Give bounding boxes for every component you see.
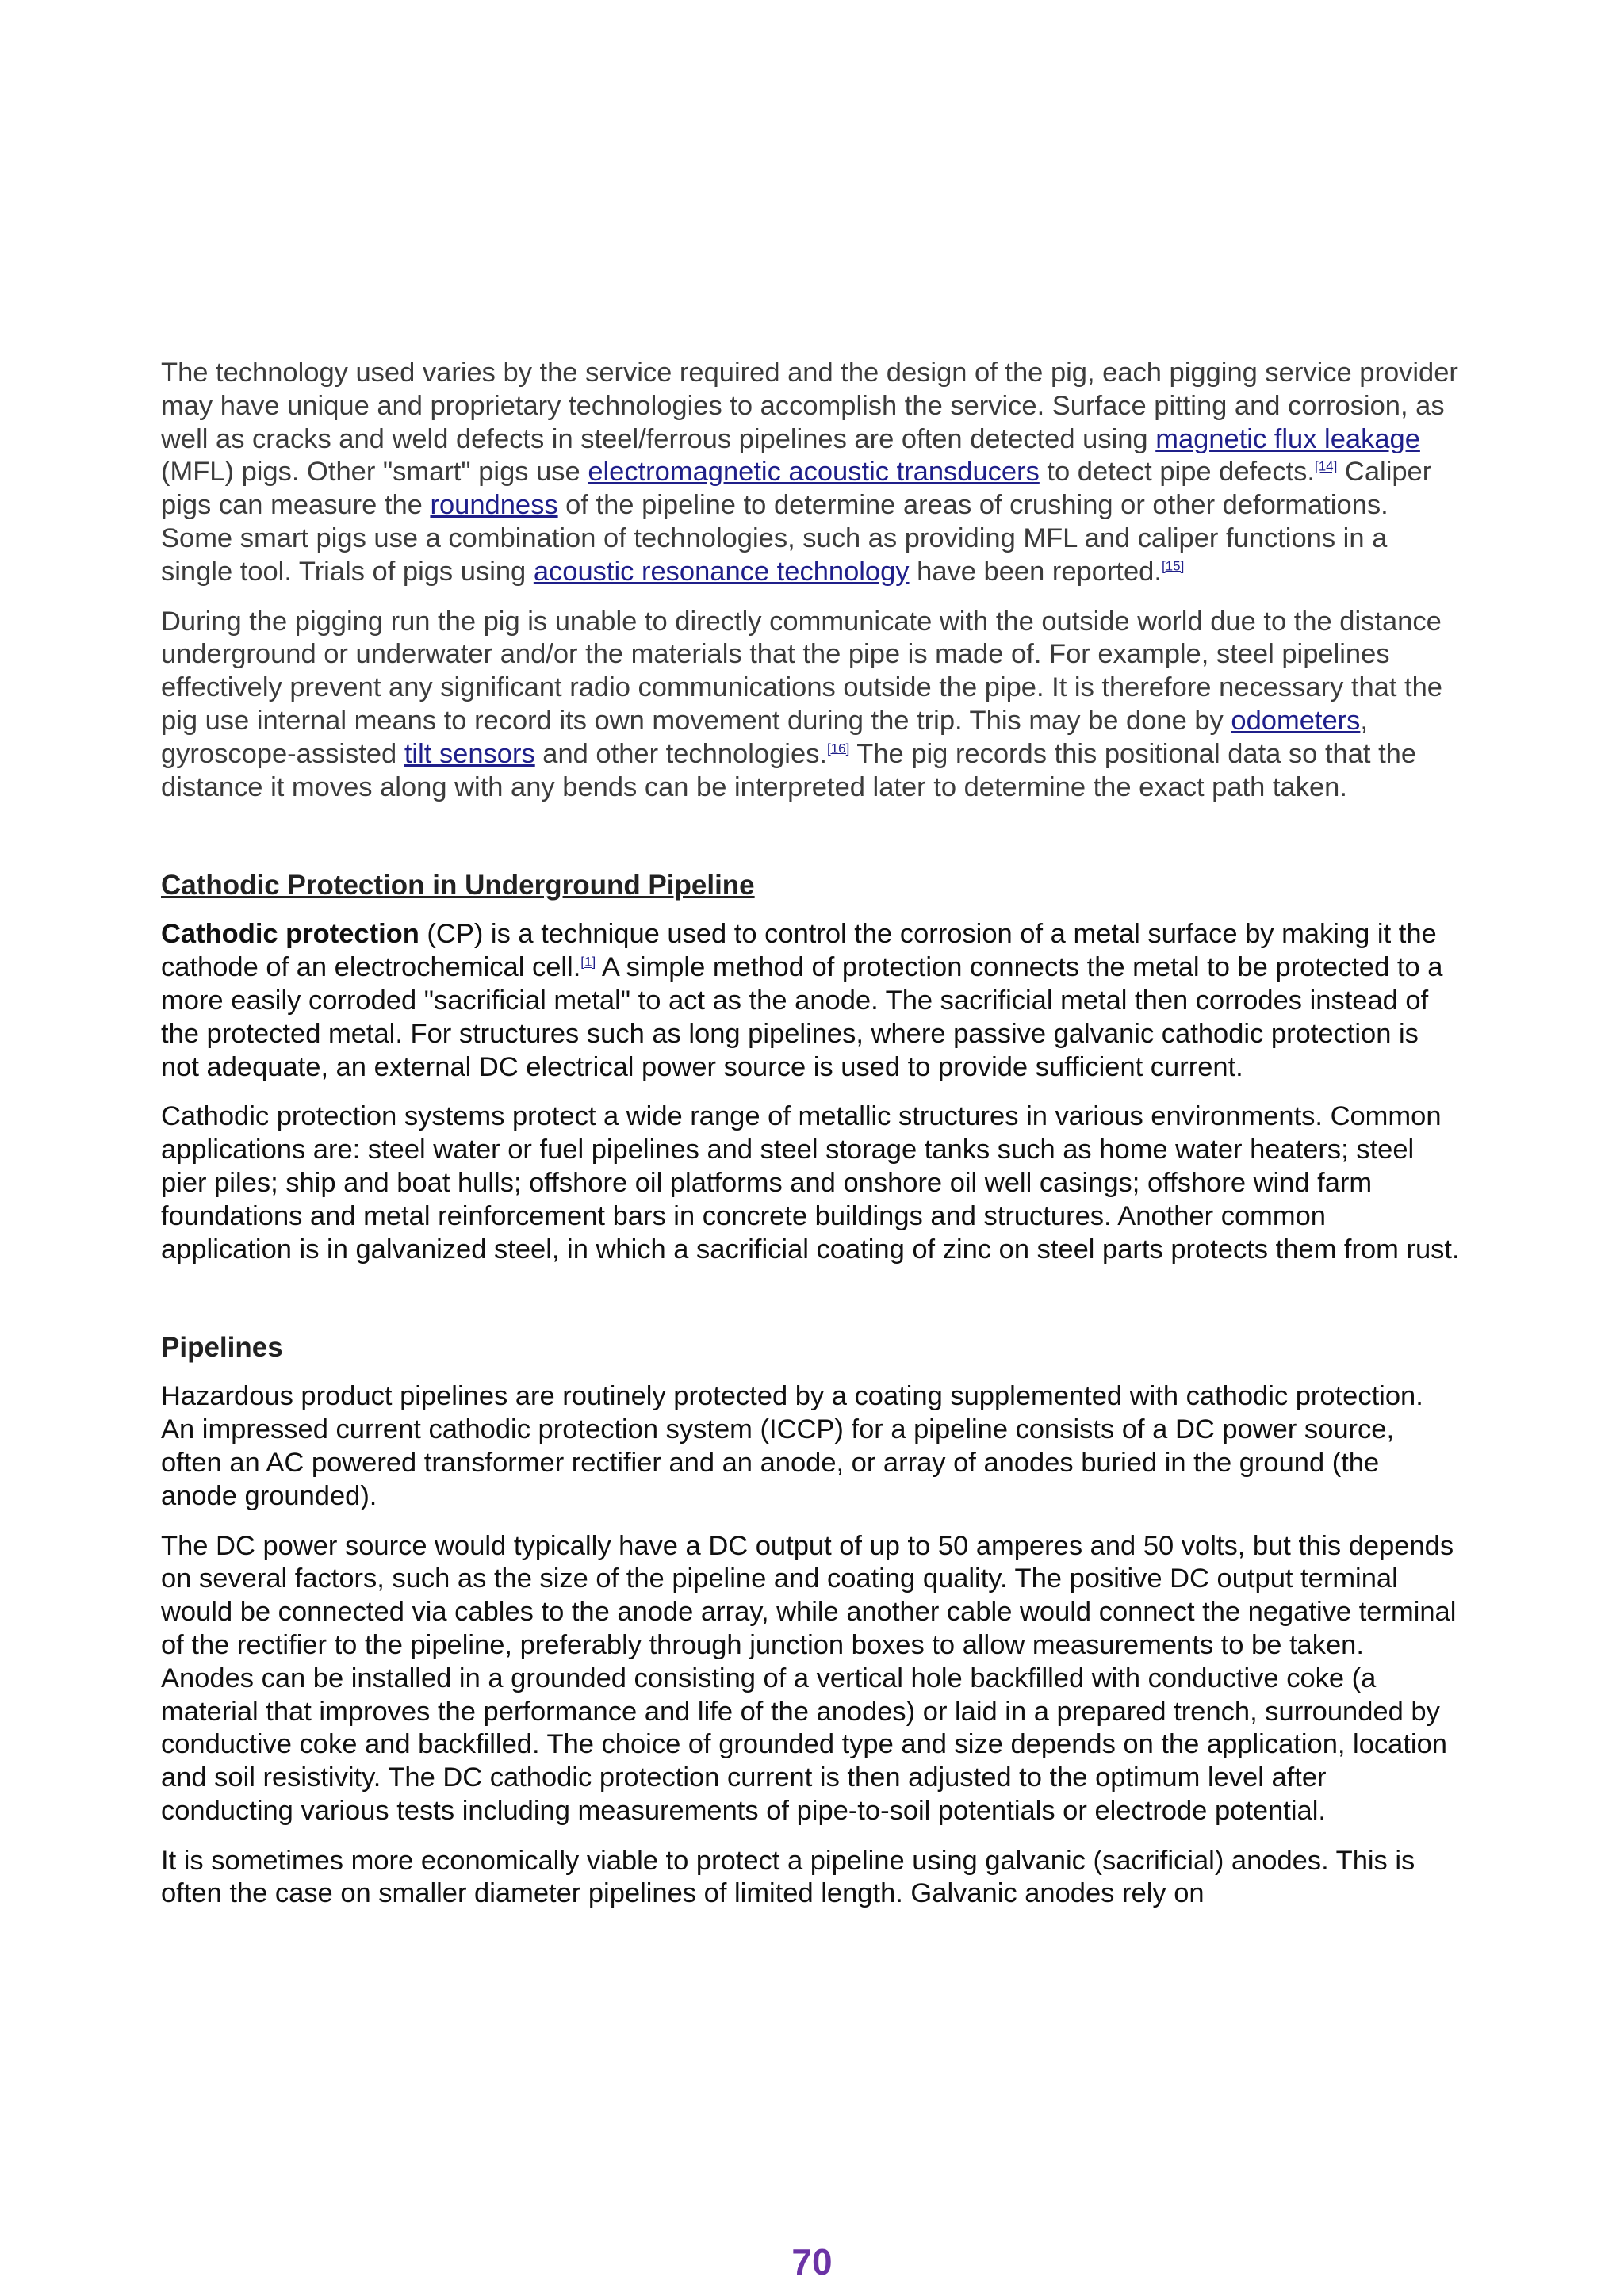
link-acoustic-resonance-technology[interactable]: acoustic resonance technology	[533, 556, 910, 587]
link-magnetic-flux-leakage[interactable]: magnetic flux leakage	[1155, 423, 1420, 454]
text-run: (MFL) pigs. Other "smart" pigs use	[161, 457, 588, 488]
page-content	[161, 357, 1461, 1911]
reference-15	[1162, 558, 1184, 573]
bold-term: Cathodic protection	[161, 919, 419, 950]
text-run: The pig records this positional data so that the distance it moves along with any bends can be interpreted later to determine the exact path taken.	[161, 738, 1417, 802]
heading-cathodic-protection-underground: Cathodic Protection in Underground Pipeline	[161, 870, 755, 901]
reference-16	[827, 740, 849, 756]
reference-1	[580, 955, 596, 970]
link-odometers[interactable]: odometers	[1231, 705, 1361, 736]
text-run: Caliper pigs can measure the	[161, 457, 1432, 521]
paragraph-cathodic-protection-definition	[161, 918, 1461, 1084]
text-run: and other technologies.	[534, 738, 827, 769]
reference-link-14[interactable]: [14]	[1314, 458, 1338, 474]
text-run: During the pigging run the pig is unable to directly communicate with the outside world due to the distance underground or underwater and/or the materials that the pipe is made of. For example, steel pipelines effectively prevent any significant radio communications outside the pipe. It is therefore necessary that the pig use internal means to record its own movement during the trip. This may be done by	[161, 606, 1442, 736]
paragraph-pigging-run	[161, 606, 1461, 805]
text-run: The technology used varies by the service required and the design of the pig, each pigging service provider may have unique and proprietary technologies to accomplish the service. Surface pitting and corrosion, as well as cracks and weld defects in steel/ferrous pipelines are often detected using	[161, 358, 1458, 454]
paragraph-pig-technology	[161, 357, 1461, 589]
paragraph-hazardous-pipelines: Hazardous product pipelines are routinely protected by a coating supplemented with cathodic protection. An impressed current cathodic protection system (ICCP) for a pipeline consists of a DC power source, often an AC powered transformer rectifier and an anode, or array of anodes buried in the ground (the anode grounded).	[161, 1381, 1423, 1511]
reference-link-15[interactable]: [15]	[1161, 558, 1185, 574]
link-electromagnetic-acoustic-transducers[interactable]: electromagnetic acoustic transducers	[588, 457, 1040, 488]
text-run: A simple method of protection connects the metal to be protected to a more easily corroded "sacrificial metal" to act as the anode. The sacrificial metal then corrodes instead of the protected metal. For structures such as long pipelines, where passive galvanic cathodic protection is not adequate, an external DC electrical power source is used to provide sufficient current.	[161, 952, 1443, 1082]
text-run: have been reported.	[909, 556, 1162, 587]
reference-link-1[interactable]: [1]	[580, 954, 596, 970]
heading-pipelines: Pipelines	[161, 1332, 283, 1364]
paragraph-cp-applications: Cathodic protection systems protect a wide range of metallic structures in various environments. Common applications are: steel water or fuel pipelines and steel storage tanks such as home water heaters; steel pier piles; ship and boat hulls; offshore oil platforms and onshore oil well casings; offshore wind farm foundations and metal reinforcement bars in concrete buildings and structures. Another common application is in galvanized steel, in which a sacrificial coating of zinc on steel parts protects them from rust.	[161, 1101, 1460, 1265]
link-tilt-sensors[interactable]: tilt sensors	[404, 738, 535, 769]
paragraph-galvanic-anodes: It is sometimes more economically viable to protect a pipeline using galvanic (sacrificial) anodes. This is often the case on smaller diameter pipelines of limited length. Galvanic anodes rely on	[161, 1845, 1415, 1909]
page-number: 70	[791, 2241, 833, 2283]
link-roundness[interactable]: roundness	[430, 490, 558, 521]
text-run: , gyroscope-assisted	[161, 705, 1368, 769]
reference-14	[1315, 459, 1337, 474]
reference-link-16[interactable]: [16]	[826, 740, 850, 756]
text-run: of the pipeline to determine areas of crushing or other deformations. Some smart pigs use a combination of technologies, such as providing MFL and caliper functions in a single tool. Trials of pigs using	[161, 490, 1388, 587]
text-run: to detect pipe defects.	[1039, 457, 1315, 488]
text-run: (CP) is a technique used to control the corrosion of a metal surface by making it the cathode of an electrochemical cell.	[161, 919, 1437, 983]
paragraph-dc-power-source: The DC power source would typically have a DC output of up to 50 amperes and 50 volts, but this depends on several factors, such as the size of the pipeline and coating quality. The positive DC output terminal would be connected via cables to the anode array, while another cable would connect the negative terminal of the rectifier to the pipeline, preferably through junction boxes to allow measurements to be taken. Anodes can be installed in a grounded consisting of a vertical hole backfilled with conductive coke (a material that improves the performance and life of the anodes) or laid in a prepared trench, surrounded by conductive coke and backfilled. The choice of grounded type and size depends on the application, location and soil resistivity. The DC cathodic protection current is then adjusted to the optimum level after conducting various tests including measurements of pipe-to-soil potentials or electrode potential.	[161, 1530, 1457, 1826]
